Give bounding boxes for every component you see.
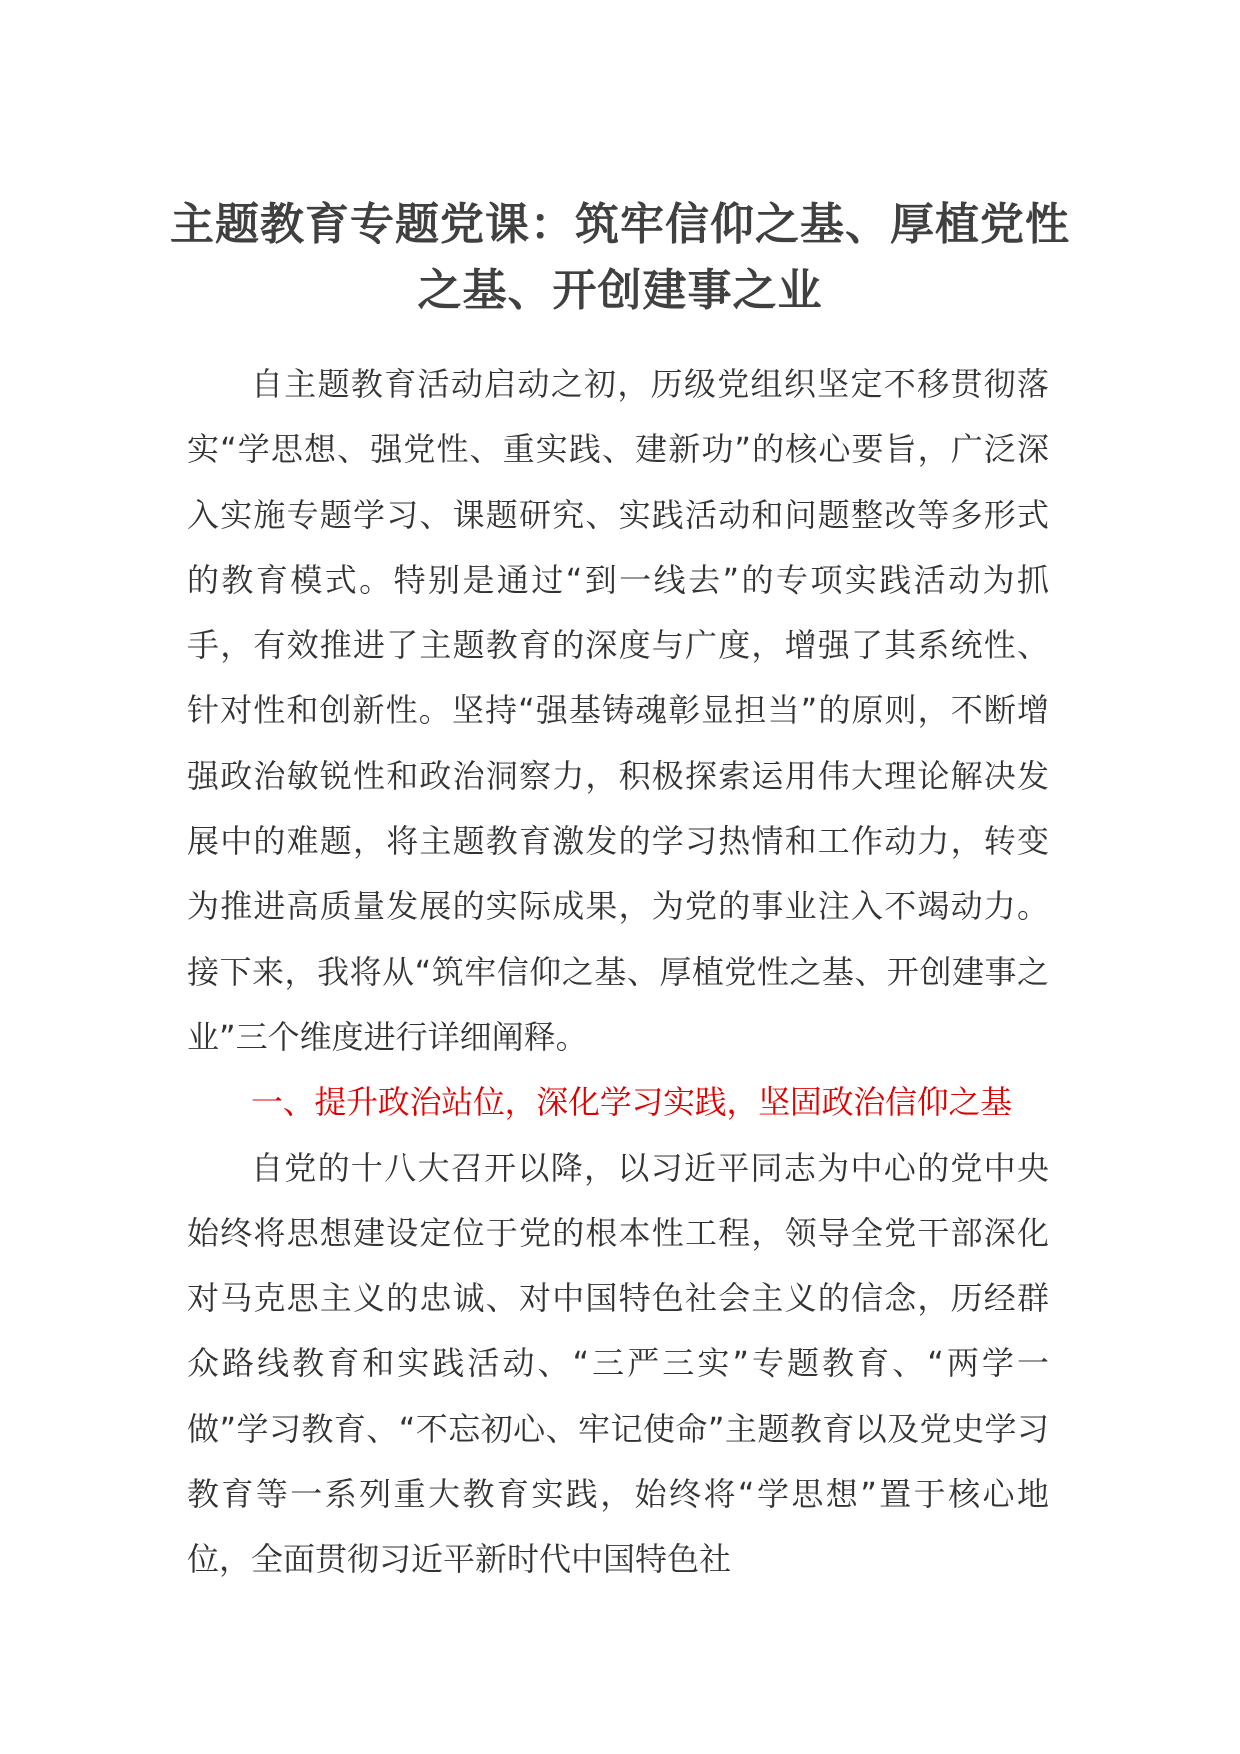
- body-paragraph: 自主题教育活动启动之初，历级党组织坚定不移贯彻落实“学思想、强党性、重实践、建新功”的核心要旨，广泛深入实施专题学习、课题研究、实践活动和问题整改等多形式的教育模式。特别是通过“到一线去”的专项实践活动为抓手，有效推进了主题教育的深度与广度，增强了其系统性、针对性和创新性。坚持“强基铸魂彰显担当”的原则，不断增强政治敏锐性和政治洞察力，积极探索运用伟大理论解决发展中的难题，将主题教育激发的学习热情和工作动力，转变为推进高质量发展的实际成果，为党的事业注入不竭动力。接下来，我将从“筑牢信仰之基、厚植党性之基、开创建事之业”三个维度进行详细阐释。: [187, 365, 1049, 1056]
- body-paragraph: 自党的十八大召开以降，以习近平同志为中心的党中央始终将思想建设定位于党的根本性工程，领导全党干部深化对马克思主义的忠诚、对中国特色社会主义的信念，历经群众路线教育和实践活动、“三严三实”专题教育、“两学一做”学习教育、“不忘初心、牢记使命”主题教育以及党史学习教育等一系列重大教育实践，始终将“学思想”置于核心地位，全面贯彻习近平新时代中国特色社: [187, 1148, 1049, 1579]
- document-title: 主题教育专题党课：筑牢信仰之基、厚植党性之基、开创建事之业: [170, 199, 1070, 316]
- document-body: [187, 352, 1049, 1593]
- section-heading: 一、提升政治站位，深化学习实践，坚固政治信仰之基: [251, 1083, 1012, 1122]
